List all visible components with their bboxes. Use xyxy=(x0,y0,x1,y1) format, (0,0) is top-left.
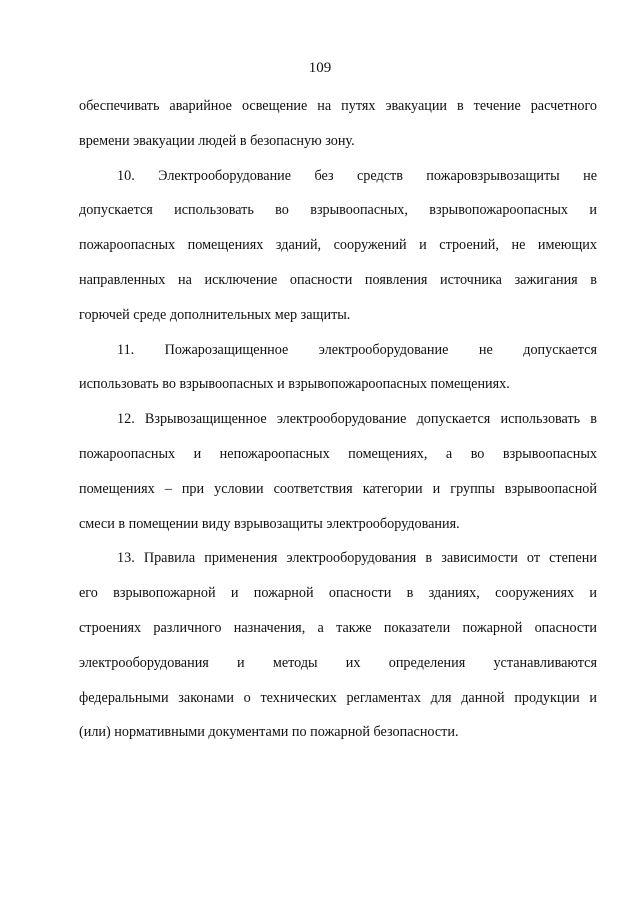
paragraph-13-line-4: электрооборудования и методы их определения устанавливаются xyxy=(79,654,597,671)
paragraph-10-line-2: допускается использовать во взрывоопасных, взрывопожароопасных и xyxy=(79,202,597,219)
paragraph-11-line-1: 11. Пожарозащищенное электрооборудование не допускается xyxy=(117,341,597,358)
paragraph-12-line-4: смеси в помещении виду взрывозащиты электрооборудования. xyxy=(79,515,460,532)
paragraph-10-line-3: пожароопасных помещениях зданий, сооружений и строений, не имеющих xyxy=(79,237,597,254)
paragraph-10-line-1: 10. Электрооборудование без средств пожаровзрывозащиты не xyxy=(117,167,597,184)
paragraph-13-line-3: строениях различного назначения, а также показатели пожарной опасности xyxy=(79,619,597,636)
paragraph-12-line-3: помещениях – при условии соответствия категории и группы взрывоопасной xyxy=(79,480,597,497)
paragraph-1-line-1: обеспечивать аварийное освещение на путях эвакуации в течение расчетного xyxy=(79,98,597,114)
paragraph-13-line-2: его взрывопожарной и пожарной опасности в зданиях, сооружениях и xyxy=(79,585,597,602)
page-number: 109 xyxy=(308,60,332,76)
paragraph-10-line-5: горючей среде дополнительных мер защиты. xyxy=(79,306,351,323)
paragraph-1-line-2: времени эвакуации людей в безопасную зону. xyxy=(79,132,355,149)
paragraph-12-line-1: 12. Взрывозащищенное электрооборудование допускается использовать в xyxy=(117,411,597,428)
paragraph-13-line-1: 13. Правила применения электрооборудования в зависимости от степени xyxy=(117,550,597,567)
paragraph-12-line-2: пожароопасных и непожароопасных помещениях, а во взрывоопасных xyxy=(79,445,597,462)
paragraph-10-line-4: направленных на исключение опасности появления источника зажигания в xyxy=(79,271,597,288)
paragraph-13-line-6: (или) нормативными документами по пожарной безопасности. xyxy=(79,724,459,741)
paragraph-13-line-5: федеральными законами о технических регламентах для данной продукции и xyxy=(79,689,597,706)
paragraph-11-line-2: использовать во взрывоопасных и взрывопожароопасных помещениях. xyxy=(79,376,510,393)
document-body xyxy=(79,89,597,750)
